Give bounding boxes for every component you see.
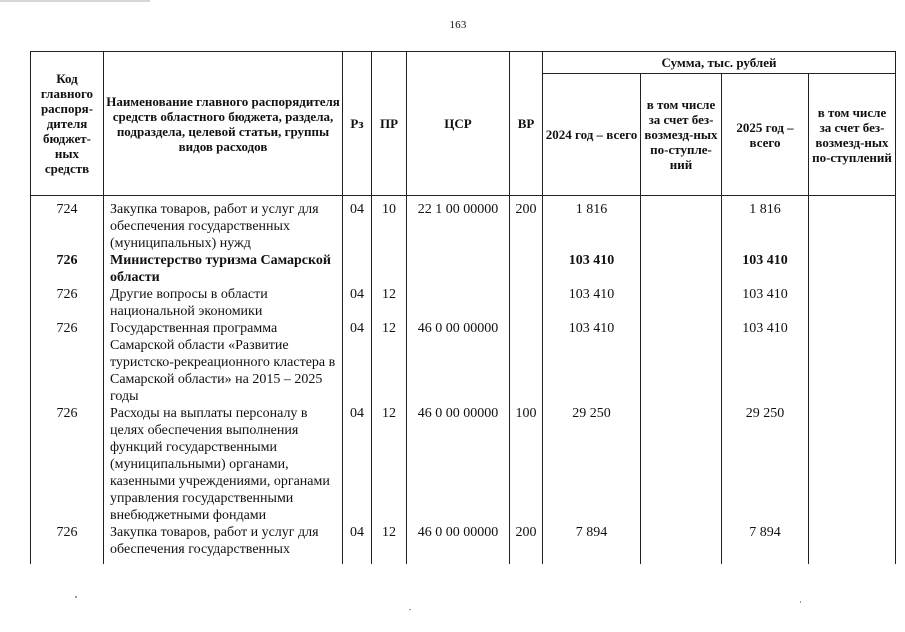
cell-code: 726 — [31, 320, 104, 405]
cell-2025-free — [809, 196, 896, 253]
cell-2024-total: 103 410 — [543, 286, 641, 320]
cell-csr: 46 0 00 00000 — [407, 524, 510, 564]
cell-2024-total: 1 816 — [543, 196, 641, 253]
cell-pr: 12 — [372, 286, 407, 320]
header-csr: ЦСР — [407, 52, 510, 196]
cell-name: Расходы на выплаты персоналу в целях обеспечения выполнения функций государственными (муниципальными) органами, казенными учреждениями, органами управления государственными внебюджетными фондами — [104, 405, 343, 524]
cell-2025-free — [809, 405, 896, 524]
cell-csr: 46 0 00 00000 — [407, 405, 510, 524]
cell-2024-free — [641, 524, 722, 564]
cell-pr: 12 — [372, 405, 407, 524]
header-sum: Сумма, тыс. рублей — [543, 52, 896, 74]
cell-2025-total: 103 410 — [722, 286, 809, 320]
table-row — [31, 286, 896, 320]
scan-speck — [800, 601, 801, 603]
cell-2024-total: 7 894 — [543, 524, 641, 564]
budget-table — [30, 51, 896, 564]
cell-2025-total: 103 410 — [722, 320, 809, 405]
cell-code: 726 — [31, 286, 104, 320]
cell-2025-free — [809, 524, 896, 564]
cell-2025-free — [809, 320, 896, 405]
cell-2025-free — [809, 286, 896, 320]
cell-csr — [407, 286, 510, 320]
cell-rz: 04 — [343, 286, 372, 320]
cell-name: Другие вопросы в области национальной экономики — [104, 286, 343, 320]
table-row — [31, 524, 896, 564]
cell-vr — [510, 286, 543, 320]
cell-vr: 100 — [510, 405, 543, 524]
header-pr: ПР — [372, 52, 407, 196]
table-row — [31, 196, 896, 253]
cell-2024-free — [641, 252, 722, 286]
cell-rz: 04 — [343, 405, 372, 524]
page-number: 163 — [449, 19, 467, 31]
cell-rz — [343, 252, 372, 286]
cell-code: 724 — [31, 196, 104, 253]
cell-code: 726 — [31, 405, 104, 524]
cell-2024-total: 103 410 — [543, 252, 641, 286]
cell-2025-total: 29 250 — [722, 405, 809, 524]
cell-rz: 04 — [343, 524, 372, 564]
scan-speck — [75, 596, 77, 598]
scan-speck — [409, 609, 411, 610]
cell-2024-free — [641, 196, 722, 253]
cell-pr: 12 — [372, 320, 407, 405]
table-row — [31, 252, 896, 286]
header-2024-free: в том числе за счет без-возмезд-ных по-ступле-ний — [641, 74, 722, 196]
header-2024-total: 2024 год – всего — [543, 74, 641, 196]
cell-csr: 46 0 00 00000 — [407, 320, 510, 405]
cell-rz: 04 — [343, 320, 372, 405]
header-name: Наименование главного распорядителя средств областного бюджета, раздела, подраздела, целевой статьи, группы видов расходов — [104, 52, 343, 196]
scan-edge-line — [0, 0, 150, 2]
cell-vr: 200 — [510, 196, 543, 253]
header-2025-total: 2025 год – всего — [722, 74, 809, 196]
cell-vr — [510, 252, 543, 286]
cell-vr: 200 — [510, 524, 543, 564]
cell-pr — [372, 252, 407, 286]
cell-pr: 10 — [372, 196, 407, 253]
cell-name: Закупка товаров, работ и услуг для обеспечения государственных — [104, 524, 343, 564]
cell-pr: 12 — [372, 524, 407, 564]
header-code: Код главного распоря-дителя бюджет-ных средств — [31, 52, 104, 196]
cell-2025-total: 7 894 — [722, 524, 809, 564]
header-2025-free: в том числе за счет без-возмезд-ных по-ступлений — [809, 74, 896, 196]
cell-vr — [510, 320, 543, 405]
header-vr: ВР — [510, 52, 543, 196]
table-row — [31, 405, 896, 524]
cell-2024-free — [641, 320, 722, 405]
cell-name: Закупка товаров, работ и услуг для обеспечения государственных (муниципальных) нужд — [104, 196, 343, 253]
cell-2024-free — [641, 286, 722, 320]
cell-name: Министерство туризма Самарской области — [104, 252, 343, 286]
cell-2024-total: 29 250 — [543, 405, 641, 524]
cell-rz: 04 — [343, 196, 372, 253]
cell-2024-total: 103 410 — [543, 320, 641, 405]
table-row — [31, 320, 896, 405]
cell-2025-total: 1 816 — [722, 196, 809, 253]
cell-2025-total: 103 410 — [722, 252, 809, 286]
cell-csr — [407, 252, 510, 286]
cell-code: 726 — [31, 524, 104, 564]
cell-code: 726 — [31, 252, 104, 286]
cell-csr: 22 1 00 00000 — [407, 196, 510, 253]
header-rz: Рз — [343, 52, 372, 196]
cell-2025-free — [809, 252, 896, 286]
cell-name: Государственная программа Самарской области «Развитие туристско-рекреационного кластера в Самарской области» на 2015 – 2025 годы — [104, 320, 343, 405]
cell-2024-free — [641, 405, 722, 524]
